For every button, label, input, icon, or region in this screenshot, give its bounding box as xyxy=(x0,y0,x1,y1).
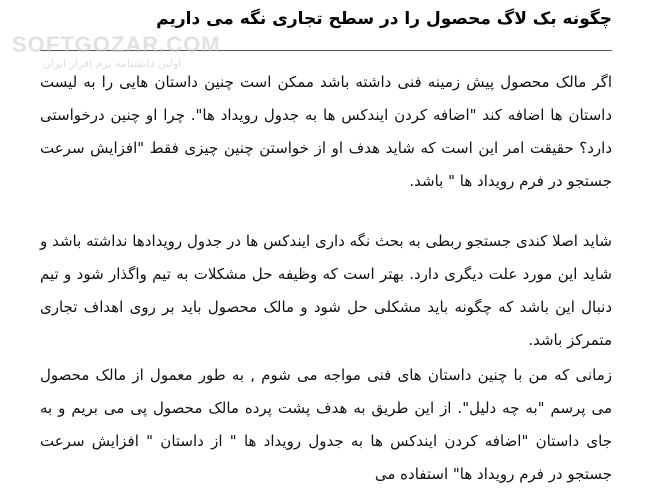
watermark-logo-text: SOFTGOZAR.COM xyxy=(12,32,221,57)
watermark-tagline: اولین دانشنامه نرم افزار ایران xyxy=(42,57,182,70)
document-title: چگونه بک لاگ محصول را در سطح تجاری نگه می داریم xyxy=(156,9,612,29)
paragraph-3: زمانی که من با چنین داستان های فنی مواجه می شوم , به طور معمول از مالک محصول می پرسم "به چه دلیل". از این طریق به هدف پشت پرده مالک محصول پی می بریم و به جای داستان "اضافه کردن ایندکس ها به جدول رویداد ها " از داستان " افزایش سرعت جستجو در فرم رویداد ها" استفاده می xyxy=(40,366,612,483)
paragraph-1: اگر مالک محصول پیش زمینه فنی داشته باشد ممکن است چنین داستان هایی را به لیست داستان ها اضافه کند "اضافه کردن ایندکس ها به جدول رویداد ها". چرا او چنین درخواستی دارد؟ حقیقت امر این است که شاید هدف او از خواستن چنین چیزی فقط "افزایش سرعت جستجو در فرم رویداد ها " باشد. xyxy=(40,73,612,190)
paragraph-2: شاید اصلا کندی جستجو ربطی به بحث نگه داری ایندکس ها در جدول رویدادها نداشته باشد و شاید این مورد علت دیگری دارد. بهتر است که وظیفه حل مشکلات به تیم واگذار شود و تیم دنبال این باشد که چگونه باید مشکلی حل شود و مالک محصول باید بر روی اهداف تجاری متمرکز باشد. xyxy=(40,232,612,349)
title-divider xyxy=(40,50,612,51)
